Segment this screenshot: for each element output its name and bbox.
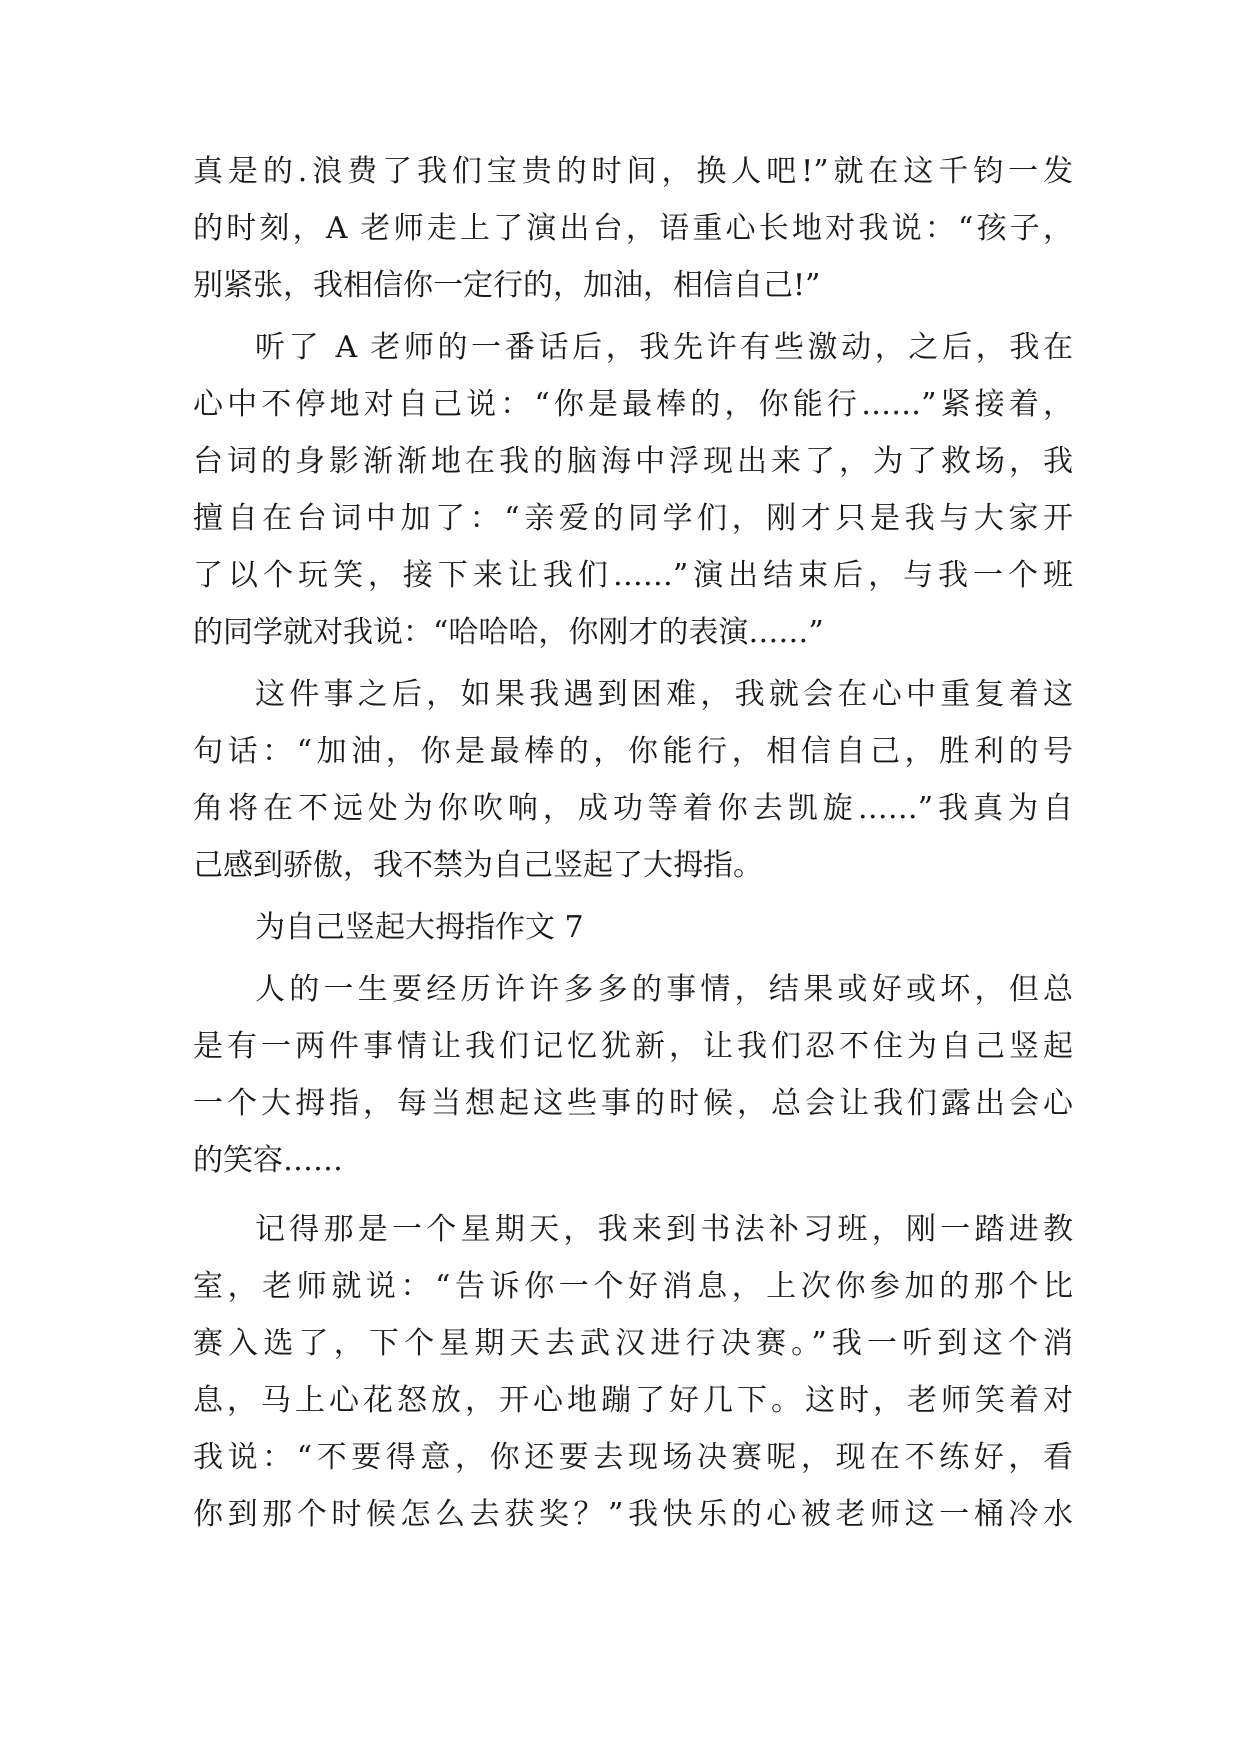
text-line: 记得那是一个星期天，我来到书法补习班，刚一踏进教: [255, 1212, 1073, 1247]
text-line: 是有一两件事情让我们记忆犹新，让我们忍不住为自己竖起: [193, 1029, 1073, 1064]
text-line: 的时刻，A 老师走上了演出台，语重心长地对我说：“孩子，: [193, 211, 1073, 246]
text-line: 台词的身影渐渐地在我的脑海中浮现出来了，为了救场，我: [193, 444, 1073, 479]
text-line: 这件事之后，如果我遇到困难，我就会在心中重复着这: [255, 677, 1073, 712]
text-line: 擅自在台词中加了：“亲爱的同学们，刚才只是我与大家开: [193, 501, 1073, 536]
section-heading: 为自己竖起大拇指作文 7: [255, 910, 584, 945]
text-line: 心中不停地对自己说：“你是最棒的，你能行……”紧接着，: [193, 387, 1073, 422]
text-line: 我说：“不要得意，你还要去现场决赛呢，现在不练好，看: [193, 1440, 1073, 1475]
text-line: 真是的.浪费了我们宝贵的时间，换人吧!”就在这千钧一发: [193, 154, 1073, 189]
text-line: 听了 A 老师的一番话后，我先许有些激动，之后，我在: [255, 330, 1073, 365]
text-line: 的笑容……: [193, 1143, 343, 1178]
text-line: 句话：“加油，你是最棒的，你能行，相信自己，胜利的号: [193, 734, 1073, 769]
text-line: 室，老师就说：“告诉你一个好消息，上次你参加的那个比: [193, 1269, 1073, 1304]
text-line: 赛入选了，下个星期天去武汉进行决赛。”我一听到这个消: [193, 1326, 1073, 1361]
text-line: 了以个玩笑，接下来让我们……”演出结束后，与我一个班: [193, 558, 1073, 593]
text-line: 己感到骄傲，我不禁为自己竖起了大拇指。: [193, 848, 763, 883]
text-line: 一个大拇指，每当想起这些事的时候，总会让我们露出会心: [193, 1086, 1073, 1121]
text-line: 息，马上心花怒放，开心地蹦了好几下。这时，老师笑着对: [193, 1383, 1073, 1418]
text-line: 人的一生要经历许许多多的事情，结果或好或坏，但总: [255, 972, 1073, 1007]
text-line: 的同学就对我说：“哈哈哈，你刚才的表演……”: [193, 615, 824, 650]
text-line: 你到那个时候怎么去获奖？”我快乐的心被老师这一桶冷水: [193, 1497, 1073, 1532]
text-line: 别紧张，我相信你一定行的，加油，相信自己!”: [193, 268, 821, 303]
text-line: 角将在不远处为你吹响，成功等着你去凯旋……”我真为自: [193, 791, 1073, 826]
